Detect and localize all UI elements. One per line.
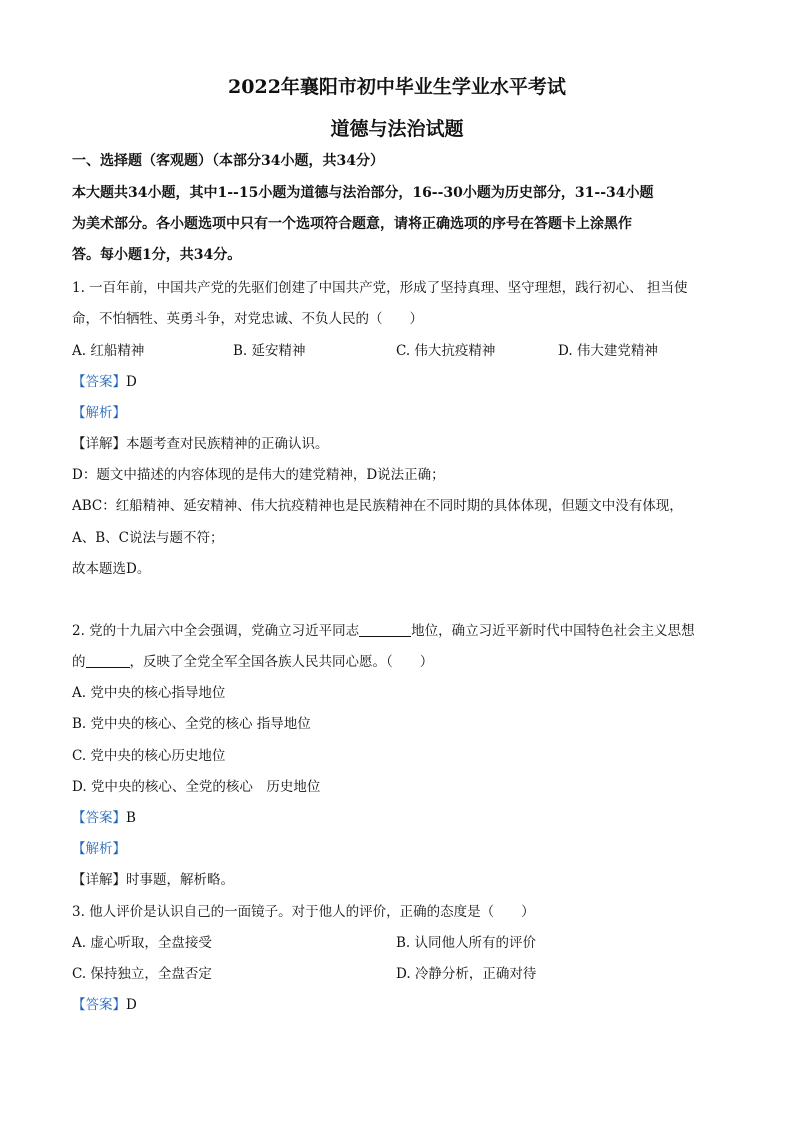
instruction-line: 为美术部分。各小题选项中只有一个选项符合题意，请将正确选项的序号在答题卡上涂黑作 xyxy=(72,216,632,232)
question-2-text-part: 地位，确立习近平新时代中国特色社会主义思想 xyxy=(411,623,695,639)
question-3-option-b: B. 认同他人所有的评价 xyxy=(396,935,537,951)
question-1-explain: ABC：红船精神、延安精神、伟大抗疫精神也是民族精神在不同时期的具体体现，但题文中没有体现， xyxy=(72,498,683,514)
instruction-line: 本大题共34小题，其中1--15小题为道德与法治部分，16--30小题为历史部分，31--34小题 xyxy=(72,185,654,201)
detail-tag: 【详解】 xyxy=(72,872,126,888)
question-3-text: 3. 他人评价是认识自己的一面镜子。对于他人的评价，正确的态度是（ ） xyxy=(72,904,535,920)
detail-text: 时事题，解析略。 xyxy=(126,872,234,888)
question-3-answer xyxy=(72,993,137,1013)
question-3-option-a: A. 虚心听取，全盘接受 xyxy=(72,935,212,951)
question-2-answer xyxy=(72,806,136,826)
page-title: 2022年襄阳市初中毕业生学业水平考试 xyxy=(228,76,566,98)
question-2-text-part: 2. 党的十九届六中全会强调，党确立习近平同志 xyxy=(72,623,360,639)
detail-tag: 【详解】 xyxy=(72,436,126,452)
page-subtitle: 道德与法治试题 xyxy=(330,118,464,140)
question-1-analysis xyxy=(72,401,126,421)
question-1-text: 1. 一百年前，中国共产党的先驱们创建了中国共产党，形成了坚持真理、坚守理想，践行初心、 担当使 xyxy=(72,280,688,296)
question-1-option-b: B. 延安精神 xyxy=(233,343,306,359)
question-1-explain: A、B、C说法与题不符； xyxy=(72,530,224,546)
section-heading: 一、选择题（客观题）（本部分34小题，共34分） xyxy=(72,153,384,169)
question-2-option-a: A. 党中央的核心指导地位 xyxy=(72,685,226,701)
question-1-explain: D：题文中描述的内容体现的是伟大的建党精神，D说法正确； xyxy=(72,467,445,483)
answer-value: D xyxy=(126,997,137,1013)
fill-blank xyxy=(359,622,411,637)
answer-tag: 【答案】 xyxy=(72,810,126,826)
question-2-text xyxy=(72,619,695,639)
question-2-text-part: 的 xyxy=(72,654,86,670)
answer-value: D xyxy=(126,374,137,390)
question-1-answer xyxy=(72,370,137,390)
question-1-option-d: D. 伟大建党精神 xyxy=(558,343,658,359)
question-1-detail xyxy=(72,432,329,452)
answer-tag: 【答案】 xyxy=(72,374,126,390)
question-1-text: 命，不怕牺牲、英勇斗争，对党忠诚、不负人民的（ ） xyxy=(72,311,423,327)
question-2-option-c: C. 党中央的核心历史地位 xyxy=(72,748,226,764)
answer-value: B xyxy=(126,810,136,826)
fill-blank xyxy=(86,653,130,668)
answer-tag: 【答案】 xyxy=(72,997,126,1013)
question-3-option-c: C. 保持独立，全盘否定 xyxy=(72,966,212,982)
question-2-text xyxy=(72,650,433,670)
question-1-option-a: A. 红船精神 xyxy=(72,343,145,359)
question-1-option-c: C. 伟大抗疫精神 xyxy=(396,343,496,359)
question-2-text-part: ，反映了全党全军全国各族人民共同心愿。（ ） xyxy=(129,654,434,670)
detail-text: 本题考查对民族精神的正确认识。 xyxy=(126,436,329,452)
instruction-line: 答。每小题1分，共34分。 xyxy=(72,247,242,263)
question-2-detail xyxy=(72,868,234,888)
question-2-analysis xyxy=(72,837,126,857)
question-1-explain: 故本题选D。 xyxy=(72,561,151,577)
question-2-option-b: B. 党中央的核心、全党的核心 指导地位 xyxy=(72,716,311,732)
question-2-option-d: D. 党中央的核心、全党的核心 历史地位 xyxy=(72,779,321,795)
analysis-tag: 【解析】 xyxy=(72,841,126,857)
question-3-option-d: D. 冷静分析，正确对待 xyxy=(396,966,537,982)
analysis-tag: 【解析】 xyxy=(72,405,126,421)
